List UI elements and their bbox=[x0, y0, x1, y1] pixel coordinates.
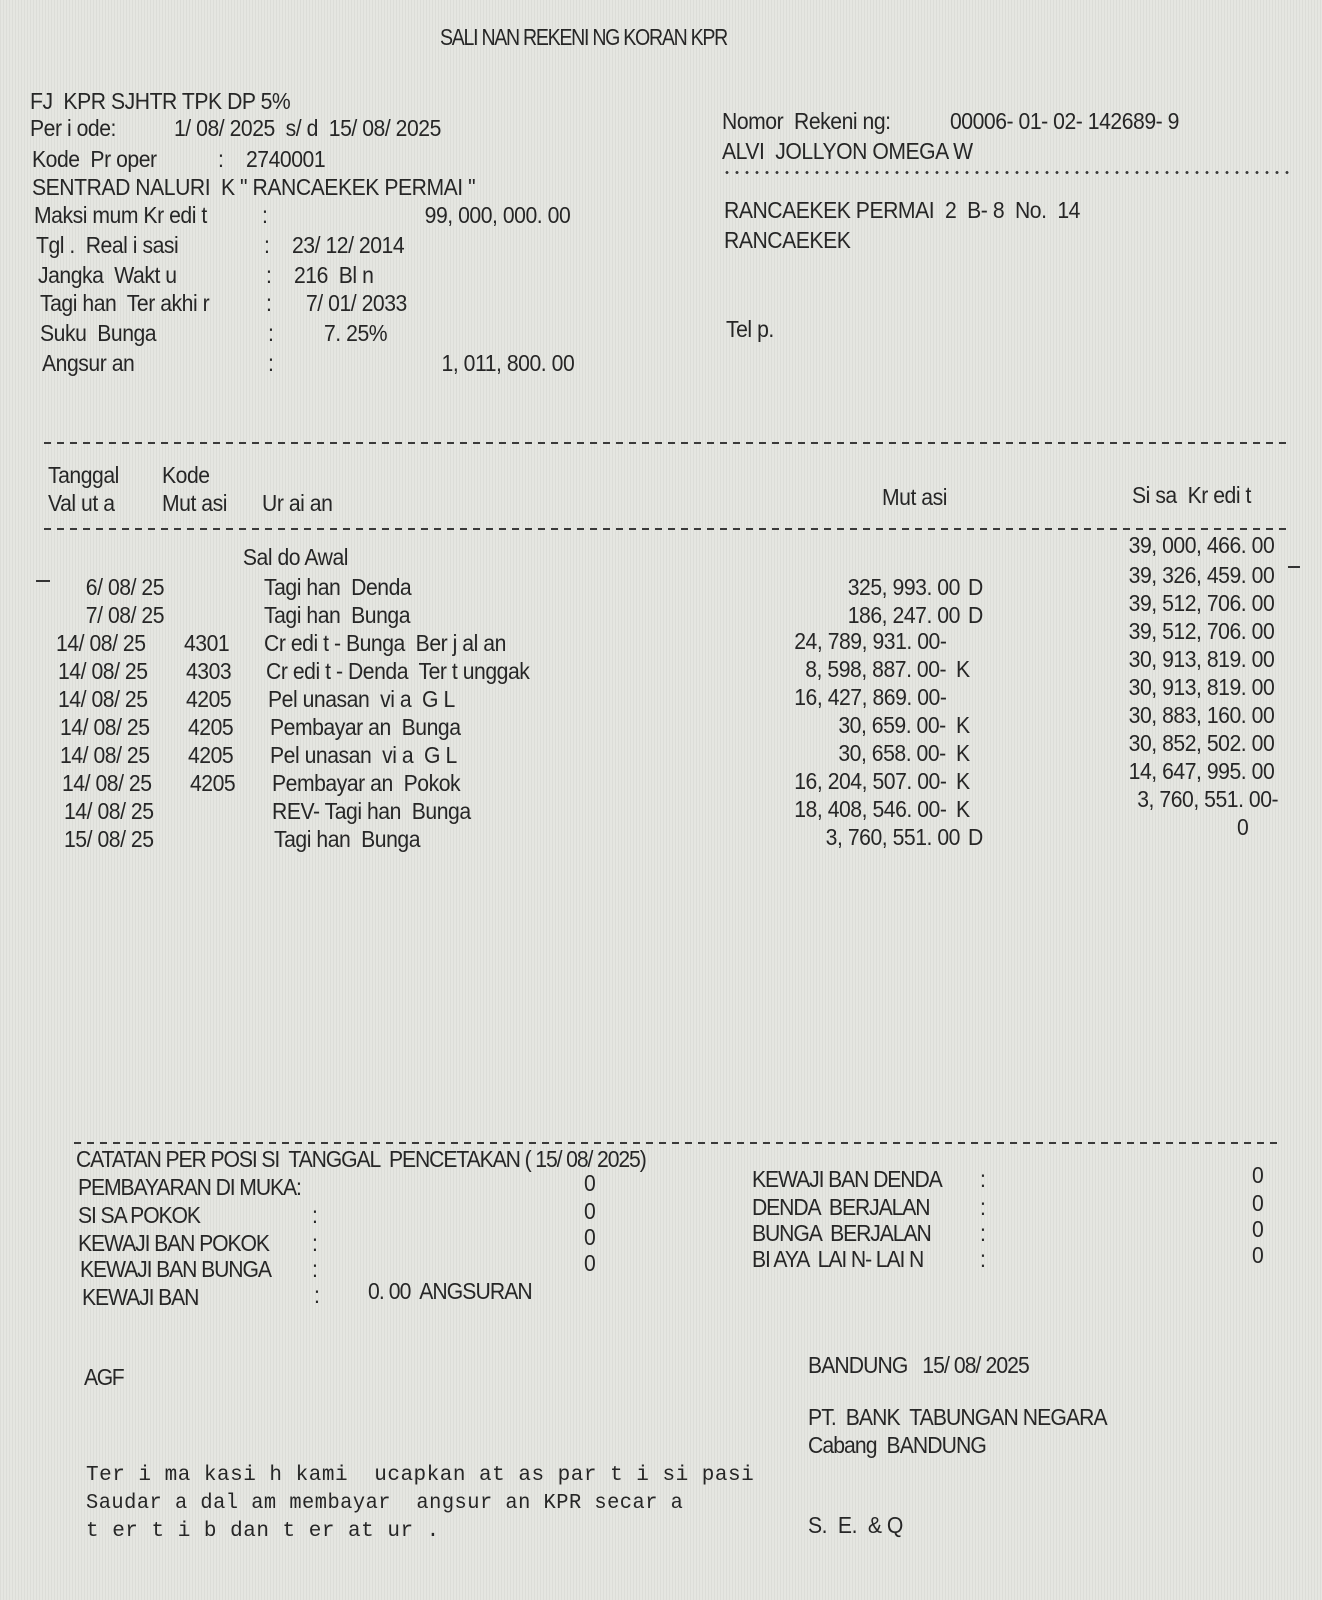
note-label: KEWAJI BAN DENDA bbox=[752, 1166, 942, 1192]
note-value: 0 bbox=[584, 1224, 596, 1250]
row-flag: D bbox=[968, 824, 983, 850]
row-balance: 30, 852, 502. 00 bbox=[1128, 730, 1274, 756]
colon: : bbox=[980, 1194, 986, 1220]
tgl-realisasi-label: Tgl . Real i sasi bbox=[36, 232, 179, 258]
divider bbox=[44, 442, 1292, 444]
row-date: 14/ 08/ 25 bbox=[56, 630, 146, 656]
row-desc: Tagi han Bunga bbox=[274, 826, 421, 852]
table-row bbox=[0, 674, 1322, 714]
header-kode: Kode bbox=[162, 462, 210, 488]
header-valuta: Val ut a bbox=[48, 490, 115, 516]
row-desc: Cr edi t - Bunga Ber j al an bbox=[264, 630, 506, 656]
signature: S. E. & Q bbox=[808, 1512, 903, 1538]
nomor-rekening-value: 00006- 01- 02- 142689- 9 bbox=[950, 108, 1179, 134]
row-balance: 30, 913, 819. 00 bbox=[1128, 674, 1274, 700]
row-desc: REV- Tagi han Bunga bbox=[272, 798, 471, 824]
colon: : bbox=[314, 1282, 320, 1308]
tagihan-terakhir-label: Tagi han Ter akhi r bbox=[40, 290, 210, 316]
kewajiban-label: KEWAJI BAN bbox=[82, 1284, 199, 1310]
thanks-line-1: Ter i ma kasi h kami ucapkan at as par t i si pasi bbox=[86, 1464, 755, 1487]
row-desc: Sal do Awal bbox=[242, 544, 349, 570]
row-flag: K bbox=[956, 740, 970, 766]
row-mutasi: 30, 659. 00- bbox=[838, 712, 946, 738]
header-tanggal: Tanggal bbox=[48, 462, 119, 488]
suku-bunga-label: Suku Bunga bbox=[40, 320, 157, 346]
note-value: 0 bbox=[1252, 1190, 1264, 1216]
colon: : bbox=[266, 290, 272, 316]
colon: : bbox=[264, 232, 270, 258]
colon: : bbox=[980, 1220, 986, 1246]
row-mutasi: 16, 204, 507. 00- bbox=[793, 768, 946, 794]
table-row bbox=[0, 814, 1322, 854]
row-date: 14/ 08/ 25 bbox=[60, 714, 150, 740]
row-desc: Pel unasan vi a G L bbox=[268, 686, 455, 712]
note-label: KEWAJI BAN BUNGA bbox=[80, 1256, 271, 1282]
row-desc: Tagi han Bunga bbox=[264, 602, 411, 628]
row-balance: 39, 512, 706. 00 bbox=[1128, 590, 1274, 616]
header-mutasi-code: Mut asi bbox=[162, 490, 227, 516]
table-row bbox=[0, 618, 1322, 658]
row-mutasi: 3, 760, 551. 00 bbox=[825, 824, 960, 850]
table-row bbox=[0, 730, 1322, 770]
row-date: 14/ 08/ 25 bbox=[62, 770, 152, 796]
row-mutasi: 18, 408, 546. 00- bbox=[793, 796, 946, 822]
suku-bunga-value: 7. 25% bbox=[324, 320, 388, 346]
header-uraian: Ur ai an bbox=[262, 490, 333, 516]
row-mutasi: 24, 789, 931. 00- bbox=[793, 628, 946, 654]
colon: : bbox=[312, 1230, 318, 1256]
address-line-2: RANCAEKEK bbox=[724, 227, 851, 253]
note-label: BUNGA BERJALAN bbox=[752, 1220, 931, 1246]
note-label: DENDA BERJALAN bbox=[752, 1194, 930, 1220]
row-balance: 39, 000, 466. 00 bbox=[1128, 532, 1274, 558]
kode-proper-label: Kode Pr oper bbox=[32, 146, 157, 172]
row-balance: 14, 647, 995. 00 bbox=[1128, 758, 1274, 784]
table-row bbox=[0, 702, 1322, 742]
colon: : bbox=[980, 1246, 986, 1272]
angsuran-label: Angsur an bbox=[42, 350, 135, 376]
note-value: 0 bbox=[584, 1198, 596, 1224]
row-desc: Tagi han Denda bbox=[264, 574, 412, 600]
bank-name: PT. BANK TABUNGAN NEGARA bbox=[808, 1404, 1107, 1430]
row-date: 14/ 08/ 25 bbox=[58, 686, 148, 712]
header-mutasi: Mut asi bbox=[882, 484, 947, 510]
row-code: 4205 bbox=[190, 770, 236, 796]
row-date: 7/ 08/ 25 bbox=[85, 602, 164, 628]
branch-name: Cabang BANDUNG bbox=[808, 1432, 986, 1458]
row-date: 14/ 08/ 25 bbox=[64, 798, 154, 824]
note-label: BI AYA LAI N- LAI N bbox=[752, 1246, 924, 1272]
colon: : bbox=[980, 1166, 986, 1192]
table-row bbox=[0, 590, 1322, 630]
sentrad: SENTRAD NALURI K " RANCAEKEK PERMAI " bbox=[32, 174, 476, 200]
colon: : bbox=[268, 350, 274, 376]
kode-proper-value: 2740001 bbox=[246, 146, 326, 172]
row-balance: 39, 512, 706. 00 bbox=[1128, 618, 1274, 644]
row-desc: Pembayar an Bunga bbox=[270, 714, 461, 740]
row-flag: K bbox=[956, 768, 970, 794]
star-divider bbox=[722, 171, 1290, 174]
notes-heading: CATATAN PER POSI SI TANGGAL PENCETAKAN ( 15/ 08/ 2025) bbox=[76, 1146, 646, 1172]
colon: : bbox=[266, 262, 272, 288]
header-sisa-kredit: Si sa Kr edi t bbox=[1132, 482, 1251, 508]
row-desc: Cr edi t - Denda Ter t unggak bbox=[266, 658, 530, 684]
customer-name: ALVI JOLLYON OMEGA W bbox=[722, 138, 973, 164]
row-balance: 0 bbox=[1236, 814, 1248, 840]
period-label: Per i ode: bbox=[30, 115, 116, 141]
officer-code: AGF bbox=[84, 1364, 124, 1390]
row-mutasi: 30, 658. 00- bbox=[838, 740, 946, 766]
row-flag: K bbox=[956, 712, 970, 738]
table-row-balance bbox=[0, 532, 1322, 560]
note-value: 0 bbox=[1252, 1242, 1264, 1268]
row-code: 4205 bbox=[188, 714, 234, 740]
address-line-1: RANCAEKEK PERMAI 2 B- 8 No. 14 bbox=[724, 197, 1080, 223]
row-mutasi: 16, 427, 869. 00- bbox=[793, 684, 946, 710]
note-value: 0 bbox=[584, 1250, 596, 1276]
table-row bbox=[0, 562, 1322, 602]
row-flag: D bbox=[968, 574, 983, 600]
thanks-line-2: Saudar a dal am membayar angsur an KPR secar a bbox=[86, 1492, 684, 1515]
place-date: BANDUNG 15/ 08/ 2025 bbox=[808, 1352, 1029, 1378]
maksimum-kredit-label: Maksi mum Kr edi t bbox=[34, 202, 207, 228]
row-flag: K bbox=[956, 656, 970, 682]
colon: : bbox=[268, 320, 274, 346]
row-mutasi: 325, 993. 00 bbox=[847, 574, 960, 600]
tagihan-terakhir-value: 7/ 01/ 2033 bbox=[306, 290, 407, 316]
table-row bbox=[0, 786, 1322, 826]
thanks-line-3: t er t i b dan t er at ur . bbox=[86, 1520, 440, 1543]
telp-label: Tel p. bbox=[726, 316, 774, 342]
table-row bbox=[0, 646, 1322, 686]
jangka-waktu-label: Jangka Wakt u bbox=[38, 262, 177, 288]
row-date: 15/ 08/ 25 bbox=[64, 826, 154, 852]
row-flag: K bbox=[956, 796, 970, 822]
row-desc: Pembayar an Pokok bbox=[272, 770, 461, 796]
note-value: 0 bbox=[1252, 1162, 1264, 1188]
row-date: 14/ 08/ 25 bbox=[58, 658, 148, 684]
row-code: 4205 bbox=[188, 742, 234, 768]
nomor-rekening-label: Nomor Rekeni ng: bbox=[722, 108, 891, 134]
note-label: SI SA POKOK bbox=[78, 1202, 200, 1228]
row-balance: 39, 326, 459. 00 bbox=[1128, 562, 1274, 588]
row-balance: 30, 883, 160. 00 bbox=[1128, 702, 1274, 728]
colon: : bbox=[312, 1256, 318, 1282]
row-balance: 30, 913, 819. 00 bbox=[1128, 646, 1274, 672]
colon: : bbox=[262, 202, 268, 228]
row-code: 4303 bbox=[186, 658, 232, 684]
row-mutasi: 186, 247. 00 bbox=[847, 602, 960, 628]
jangka-waktu-value: 216 Bl n bbox=[294, 262, 374, 288]
row-date: 6/ 08/ 25 bbox=[85, 574, 164, 600]
row-desc: Pel unasan vi a G L bbox=[270, 742, 457, 768]
row-date: 14/ 08/ 25 bbox=[60, 742, 150, 768]
table-row bbox=[0, 758, 1322, 798]
note-value: 0 bbox=[1252, 1216, 1264, 1242]
tgl-realisasi-value: 23/ 12/ 2014 bbox=[292, 232, 405, 258]
colon: : bbox=[218, 146, 224, 172]
marker-dash bbox=[1288, 566, 1300, 568]
kewajiban-value: 0. 00 ANGSURAN bbox=[368, 1278, 532, 1304]
divider bbox=[44, 528, 1292, 530]
note-label: PEMBAYARAN DI MUKA: bbox=[78, 1174, 301, 1200]
note-value: 0 bbox=[584, 1170, 596, 1196]
note-label: KEWAJI BAN POKOK bbox=[78, 1230, 269, 1256]
product-name: FJ KPR SJHTR TPK DP 5% bbox=[30, 88, 291, 114]
row-code: 4205 bbox=[186, 686, 232, 712]
maksimum-kredit-value: 99, 000, 000. 00 bbox=[424, 202, 570, 228]
document-title: SALI NAN REKENI NG KORAN KPR bbox=[440, 24, 727, 50]
row-flag: D bbox=[968, 602, 983, 628]
period-value: 1/ 08/ 2025 s/ d 15/ 08/ 2025 bbox=[174, 115, 441, 141]
row-balance: 3, 760, 551. 00- bbox=[1137, 786, 1278, 812]
colon: : bbox=[312, 1202, 318, 1228]
angsuran-value: 1, 011, 800. 00 bbox=[441, 350, 574, 376]
row-mutasi: 8, 598, 887. 00- bbox=[805, 656, 946, 682]
divider bbox=[74, 1142, 1282, 1144]
row-code: 4301 bbox=[184, 630, 230, 656]
